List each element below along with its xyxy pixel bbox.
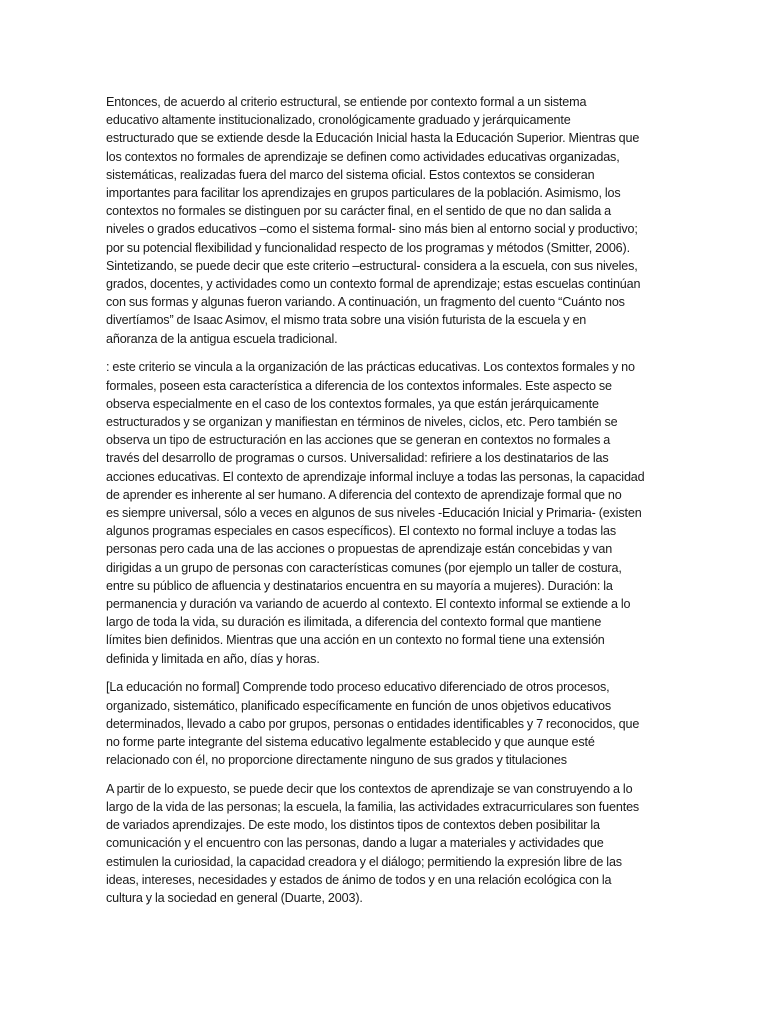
- paragraph-nonformal-definition: [La educación no formal] Comprende todo proceso educativo diferenciado de otros procesos, organizado, sistemático, planificado específicamente en función de unos objetivos educativos determinados, llevado a cabo por grupos, personas o entidades identificables y 7 reconocidos, que no forme parte integrante del sistema educativo legalmente establecido y que aunque esté relacionado con él, no proporcione directamente ninguno de sus grados y titulaciones: [106, 680, 640, 768]
- paragraph-conclusion: A partir de lo expuesto, se puede decir que los contextos de aprendizaje se van construyendo a lo largo de la vida de las personas; la escuela, la familia, las actividades extracurriculares son fuentes de variados aprendizajes. De este modo, los distintos tipos de contextos deben posibilitar la comunicación y el encuentro con las personas, dando a lugar a materiales y actividades que estimulen la curiosidad, la capacidad creadora y el diálogo; permitiendo la expresión libre de las ideas, intereses, necesidades y estados de ánimo de todos y en una relación ecológica con la cultura y la sociedad en general (Duarte, 2003).: [106, 781, 640, 906]
- paragraph-organization-criterion: : este criterio se vincula a la organización de las prácticas educativas. Los contextos formales y no formales, poseen esta característica a diferencia de los contextos informales. Este aspecto se observa especialmente en el caso de los contextos formales, ya que están jerárquicamente estructurados y se organizan y manifiestan en términos de niveles, ciclos, etc. Pero también se observa un tipo de estructuración en las acciones que se generan en contextos no formales a través del desarrollo de programas o cursos. Universalidad: refiriere a los destinatarios de las acciones educativas. El contexto de aprendizaje informal incluye a todas las personas, la capacidad de aprender es inherente al ser humano. A diferencia del contexto de aprendizaje formal que no es siempre universal, sólo a veces en algunos de sus niveles -Educación Inicial y Primaria- (existen algunos programas especiales en casos específicos). El contexto no formal incluye a todas las personas pero cada una de las acciones o propuestas de aprendizaje están concebidas y van dirigidas a un grupo de personas con características comunes (por ejemplo un taller de costura, entre su público de afluencia y destinatarios encuentra en su mayoría a mujeres). Duración: la permanencia y duración va variando de acuerdo al contexto. El contexto informal se extiende a lo largo de toda la vida, su duración es ilimitada, a diferencia del contexto formal que mantiene límites bien definidos. Mientras que una acción en un contexto no formal tiene una extensión definida y limitada en año, días y horas.: [106, 360, 645, 666]
- paragraph-structural-criterion: Entonces, de acuerdo al criterio estructural, se entiende por contexto formal a un sistema educativo altamente institucionalizado, cronológicamente graduado y jerárquicamente estructurado que se extiende desde la Educación Inicial hasta la Educación Superior. Mientras que los contextos no formales de aprendizaje se definen como actividades educativas organizadas, sistemáticas, realizadas fuera del marco del sistema oficial. Estos contextos se consideran importantes para facilitar los aprendizajes en grupos particulares de la población. Asimismo, los contextos no formales se distinguen por su carácter final, en el sentido de que no dan salida a niveles o grados educativos –como el sistema formal- sino más bien al entorno social y productivo; por su potencial flexibilidad y funcionalidad respecto de los programas y métodos (Smitter, 2006). Sintetizando, se puede decir que este criterio –estructural- considera a la escuela, con sus niveles, grados, docentes, y actividades como un contexto formal de aprendizaje; estas escuelas continúan con sus formas y algunas fueron variando. A continuación, un fragmento del cuento “Cuánto nos divertíamos” de Isaac Asimov, el mismo trata sobre una visión futurista de la escuela y en añoranza de la antigua escuela tradicional.: [106, 95, 641, 346]
- document-body: [106, 93, 666, 918]
